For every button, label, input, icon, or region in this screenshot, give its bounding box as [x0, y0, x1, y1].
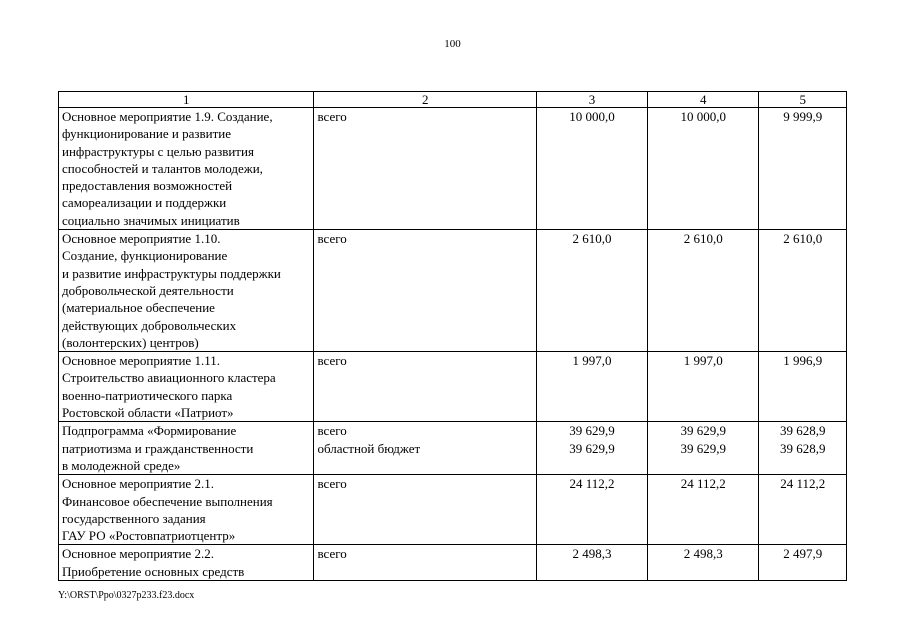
- funding-source-cell-line: всего: [317, 353, 347, 369]
- activity-name-cell: [59, 475, 314, 545]
- value-col3-cell: [536, 108, 647, 230]
- value-col4-cell-line: 24 112,2: [680, 476, 726, 492]
- activity-name-cell-line: Строительство авиационного кластера: [62, 370, 276, 386]
- activity-name-cell-line: Финансовое обеспечение выполнения: [62, 493, 273, 509]
- activity-name-cell-line: Ростовской области «Патриот»: [62, 405, 234, 421]
- funding-source-cell-line: областной бюджет: [317, 440, 421, 456]
- funding-source-cell-line: всего: [317, 109, 347, 124]
- header-cell-3: 3: [536, 92, 647, 108]
- page-number: 100: [444, 38, 461, 50]
- value-col4-cell-line: 39 629,9: [680, 423, 727, 439]
- activity-name-cell: [59, 230, 314, 352]
- funding-source-cell: [314, 545, 536, 581]
- header-cell-2: 2: [314, 92, 536, 108]
- value-col5-cell-line: 2 610,0: [783, 231, 823, 247]
- activity-name-cell-line: способностей и талантов молодежи,: [62, 160, 263, 176]
- activity-name-cell-line: функционирование и развитие: [62, 126, 231, 142]
- activity-name-cell-line: (материальное обеспечение: [62, 300, 215, 316]
- funding-source-cell: [314, 230, 536, 352]
- activity-name-cell-line: Подпрограмма «Формирование: [62, 423, 237, 439]
- value-col4-cell: [648, 108, 759, 230]
- table-row: [59, 475, 847, 545]
- funding-source-cell: [314, 352, 536, 422]
- value-col3-cell-line: 2 610,0: [572, 231, 612, 247]
- activity-name-cell: [59, 108, 314, 230]
- activity-name-cell-line: в молодежной среде»: [62, 457, 181, 473]
- value-col5-cell: [759, 108, 847, 230]
- activity-name-cell-line: добровольческой деятельности: [62, 282, 234, 298]
- value-col3-cell-line: 1 997,0: [572, 353, 612, 369]
- value-col5-cell: [759, 475, 847, 545]
- value-col5-cell-line: 24 112,2: [780, 476, 826, 492]
- value-col5-cell: [759, 230, 847, 352]
- value-col3-cell: [536, 475, 647, 545]
- value-col5-cell: [759, 422, 847, 475]
- header-cell-5: 5: [759, 92, 847, 108]
- budget-table: [58, 91, 847, 581]
- value-col4-cell-line: 39 629,9: [680, 440, 727, 456]
- funding-source-cell: [314, 108, 536, 230]
- value-col3-cell: [536, 230, 647, 352]
- value-col5-cell-line: 39 628,9: [779, 440, 826, 456]
- activity-name-cell: [59, 352, 314, 422]
- funding-source-cell-line: всего: [317, 231, 347, 247]
- value-col5-cell: [759, 352, 847, 422]
- value-col4-cell-line: 2 498,3: [683, 546, 723, 562]
- value-col4-cell: [648, 475, 759, 545]
- activity-name-cell-line: ГАУ РО «Ростовпатриотцентр»: [62, 528, 236, 544]
- activity-name-cell-line: действующих добровольческих: [62, 317, 237, 333]
- value-col3-cell-line: 2 498,3: [572, 546, 612, 562]
- table-row: [59, 108, 847, 230]
- activity-name-cell-line: и развитие инфраструктуры поддержки: [62, 265, 281, 281]
- value-col3-cell-line: 39 629,9: [569, 423, 615, 439]
- value-col4-cell: [648, 545, 759, 581]
- value-col3-cell-line: 10 000,0: [569, 109, 615, 124]
- activity-name-cell-line: социально значимых инициатив: [62, 212, 240, 228]
- value-col3-cell: [536, 352, 647, 422]
- table-row: [59, 352, 847, 422]
- funding-source-cell-line: всего: [317, 476, 347, 492]
- value-col5-cell-line: 39 628,9: [779, 423, 826, 439]
- activity-name-cell-line: самореализации и поддержки: [62, 195, 227, 211]
- value-col3-cell: [536, 422, 647, 475]
- activity-name-cell-line: Основное мероприятие 2.2.: [62, 546, 214, 562]
- activity-name-cell-line: Создание, функционирование: [62, 248, 228, 264]
- activity-name-cell: [59, 422, 314, 475]
- activity-name-cell-line: Основное мероприятие 1.11.: [62, 353, 220, 369]
- activity-name-cell-line: патриотизма и гражданственности: [62, 440, 254, 456]
- activity-name-cell-line: Приобретение основных средств: [62, 563, 245, 579]
- table-row: [59, 230, 847, 352]
- value-col4-cell: [648, 422, 759, 475]
- value-col5-cell: [759, 545, 847, 581]
- value-col5-cell-line: 2 497,9: [783, 546, 823, 562]
- value-col3-cell-line: 39 629,9: [569, 440, 615, 456]
- value-col3-cell-line: 24 112,2: [569, 476, 615, 492]
- value-col3-cell: [536, 545, 647, 581]
- funding-source-cell: [314, 475, 536, 545]
- funding-source-cell-line: всего: [317, 423, 347, 439]
- file-path-footer: Y:\ORST\Ppo\0327p233.f23.docx: [58, 590, 195, 601]
- funding-source-cell: [314, 422, 536, 475]
- value-col4-cell: [648, 230, 759, 352]
- activity-name-cell: [59, 545, 314, 581]
- activity-name-cell-line: (волонтерских) центров): [62, 334, 199, 350]
- activity-name-cell-line: Основное мероприятие 1.9. Создание,: [62, 109, 273, 124]
- value-col4-cell-line: 1 997,0: [683, 353, 723, 369]
- table-row: [59, 422, 847, 475]
- header-cell-4: 4: [648, 92, 759, 108]
- value-col5-cell-line: 1 996,9: [783, 353, 823, 369]
- activity-name-cell-line: государственного задания: [62, 510, 206, 526]
- header-cell-1: 1: [59, 92, 314, 108]
- value-col5-cell-line: 9 999,9: [783, 109, 823, 124]
- value-col4-cell: [648, 352, 759, 422]
- activity-name-cell-line: военно-патриотического парка: [62, 387, 233, 403]
- activity-name-cell-line: инфраструктуры с целью развития: [62, 143, 254, 159]
- activity-name-cell-line: Основное мероприятие 1.10.: [62, 231, 221, 247]
- table-header-row: [59, 92, 847, 108]
- value-col4-cell-line: 10 000,0: [680, 109, 727, 124]
- table-row: [59, 545, 847, 581]
- activity-name-cell-line: предоставления возможностей: [62, 178, 233, 194]
- funding-source-cell-line: всего: [317, 546, 347, 562]
- activity-name-cell-line: Основное мероприятие 2.1.: [62, 476, 214, 492]
- value-col4-cell-line: 2 610,0: [683, 231, 723, 247]
